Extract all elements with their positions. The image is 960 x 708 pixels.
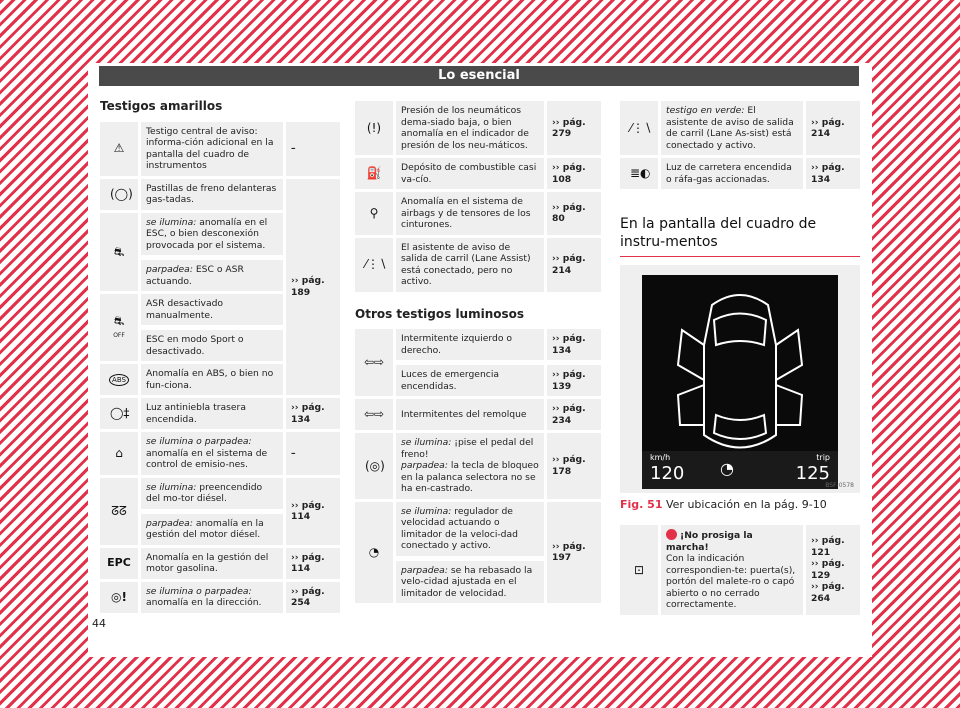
rear-fog-light-icon: ◯‡ [110, 406, 130, 421]
row-desc: ¡No prosiga la marcha! Con la indicación correspondien-te: puerta(s), portón del malete-ro o capó abierto o no cerrado correctamente. [661, 525, 806, 615]
row-ref: ›› pág. 114 [286, 478, 340, 545]
door-open-warning [620, 522, 860, 618]
page-header: Lo esencial [99, 66, 859, 86]
row-ref: ›› pág. 189 [286, 179, 340, 396]
yellow-indicators-table-2 [355, 98, 601, 295]
yellow-indicators-table [100, 119, 340, 616]
glow-plug-icon: ᘔᘔ [111, 503, 127, 518]
row-ref: ›› pág. 254 [286, 582, 340, 613]
esc-off-icon: ⛐ [113, 314, 125, 328]
row-ref: ›› pág. 214 [547, 238, 601, 292]
row-desc: Luz antiniebla trasera encendida. [141, 398, 286, 429]
row-ref: ›› pág. 214 [806, 101, 860, 155]
brake-pads-icon: (◯) [110, 186, 133, 201]
car-doors-open-illustration [642, 275, 838, 489]
speed-limiter-icon: ◔ [368, 545, 380, 559]
row-ref: ›› pág. 108 [547, 158, 601, 189]
trip-label: trip [816, 453, 830, 462]
row-desc: Anomalía en la gestión del motor gasolina. [141, 548, 286, 579]
trailer-signal-icon: ⇦⇨ [363, 407, 385, 422]
table-row [355, 158, 601, 189]
table-row [355, 238, 601, 292]
row-ref: ›› pág. 121 ›› pág. 129 ›› pág. 264 [806, 525, 860, 615]
table-row [355, 329, 601, 360]
lane-assist-green-icon: ⁄⋮∖ [630, 120, 652, 135]
esc-icon: ⛐ [113, 244, 125, 259]
figure-caption: Fig. 51 Ver ubicación en la pág. 9-10 [620, 498, 827, 511]
table-row [355, 399, 601, 430]
row-desc: se ilumina: regulador de velocidad actuando o limitador de la veloci-dad conectado y activo. [396, 502, 547, 556]
lane-assist-icon: ⁄⋮∖ [365, 257, 387, 272]
column-3 [620, 98, 860, 192]
epc-icon: EPC [107, 556, 131, 569]
table-row [100, 582, 340, 613]
row-ref: ›› pág. 134 [547, 329, 601, 360]
row-ref: ›› pág. 279 [547, 101, 601, 155]
brake-pedal-icon: (◎) [365, 458, 385, 473]
warning-triangle-icon: ⚠ [113, 141, 125, 156]
row-ref: ›› pág. 134 [286, 398, 340, 429]
row-ref: ›› pág. 139 [547, 363, 601, 396]
row-desc: se ilumina o parpadea: anomalía en el sistema de control de emisio-nes. [141, 432, 286, 475]
other-indicators-table [355, 326, 601, 606]
gauge-icon: ◔ [720, 459, 734, 478]
table-row [100, 432, 340, 475]
table-row [100, 398, 340, 429]
row-desc: Presión de los neumáticos dema-siado baja, o bien anomalía en el indicador de presión de los neu-máticos. [396, 101, 547, 155]
row-ref: ›› pág. 114 [286, 548, 340, 579]
section-title-yellow: Testigos amarillos [100, 99, 223, 113]
row-ref: – [286, 432, 340, 475]
row-desc: Testigo central de aviso: informa-ción adicional en la pantalla del cuadro de instrumentos [141, 122, 286, 176]
row-desc: parpadea: anomalía en la gestión del motor diésel. [141, 512, 286, 545]
section-heading-instrument-display: En la pantalla del cuadro de instru-mentos [620, 215, 860, 257]
figure-51 [620, 265, 860, 493]
fuel-icon: ⛽ [366, 166, 382, 181]
other-indicators-table-2 [620, 98, 860, 192]
row-desc: se ilumina o parpadea: anomalía en la dirección. [141, 582, 286, 613]
row-desc: ASR desactivado manualmente. [141, 294, 286, 325]
section-title-other: Otros testigos luminosos [355, 306, 525, 321]
row-desc: parpadea: ESC o ASR actuando. [141, 258, 286, 291]
column-1 [100, 101, 340, 616]
column-2 [355, 98, 601, 606]
trip-value: 125 [795, 463, 830, 484]
row-desc: Pastillas de freno delanteras gas-tadas. [141, 179, 286, 210]
row-ref: ›› pág. 197 [547, 502, 601, 604]
table-row [620, 158, 860, 189]
table-row [620, 101, 860, 155]
figure-code: BSF-0578 [825, 482, 854, 489]
table-row [355, 433, 601, 499]
row-ref: ›› pág. 80 [547, 192, 601, 235]
car-doors-open-icon: ⊡ [633, 562, 645, 577]
row-ref: – [286, 122, 340, 176]
row-desc: El asistente de aviso de salida de carril (Lane Assist) está conectado, pero no activo. [396, 238, 547, 292]
row-ref: ›› pág. 234 [547, 399, 601, 430]
engine-icon: ⌂ [115, 446, 123, 460]
row-desc: se ilumina: ¡pise el pedal del freno! parpadea: la tecla de bloqueo en la palanca selectora no se ha en-castrado. [396, 433, 547, 499]
instrument-screen [642, 275, 838, 489]
speed-value: 120 [650, 463, 685, 484]
page-number: 44 [92, 617, 106, 630]
row-desc: testigo en verde: El asistente de aviso de salida de carril (Lane As-sist) está conectado y activo. [661, 101, 806, 155]
row-desc: se ilumina: preencendido del mo-tor diésel. [141, 478, 286, 509]
airbag-icon: ⚲ [369, 206, 379, 220]
table-row [100, 548, 340, 579]
row-ref: ›› pág. 178 [547, 433, 601, 499]
row-desc: ESC en modo Sport o desactivado. [141, 328, 286, 361]
row-ref: ›› pág. 134 [806, 158, 860, 189]
row-desc: se ilumina: anomalía en el ESC, o bien desconexión provocada por el sistema. [141, 213, 286, 256]
steering-icon: ◎! [111, 589, 127, 604]
row-desc: Luz de carretera encendida o ráfa-gas accionadas. [661, 158, 806, 189]
row-desc: parpadea: se ha rebasado la velo-cidad ajustada en el limitador de velocidad. [396, 559, 547, 604]
row-desc: Anomalía en el sistema de airbags y de tensores de los cinturones. [396, 192, 547, 235]
stop-icon [666, 529, 677, 540]
turn-signal-icon: ⇦⇨ [363, 355, 385, 370]
table-row [355, 502, 601, 556]
abs-icon: ABS [109, 374, 129, 386]
row-desc: Depósito de combustible casi va-cío. [396, 158, 547, 189]
row-desc: Intermitente izquierdo o derecho. [396, 329, 547, 360]
high-beam-icon: ≣◐ [630, 166, 651, 181]
table-row [100, 179, 340, 210]
table-row [100, 478, 340, 509]
table-row [355, 192, 601, 235]
table-row [620, 525, 860, 615]
row-desc: Intermitentes del remolque [396, 399, 547, 430]
table-row [100, 122, 340, 176]
tire-pressure-icon: (!) [366, 120, 382, 135]
row-desc: Anomalía en ABS, o bien no fun-ciona. [141, 364, 286, 395]
table-row: ⛐ OFF ASR desactivado manualmente. [100, 294, 340, 325]
table-row [355, 101, 601, 155]
row-desc: Luces de emergencia encendidas. [396, 363, 547, 396]
speed-unit: km/h [650, 453, 671, 462]
